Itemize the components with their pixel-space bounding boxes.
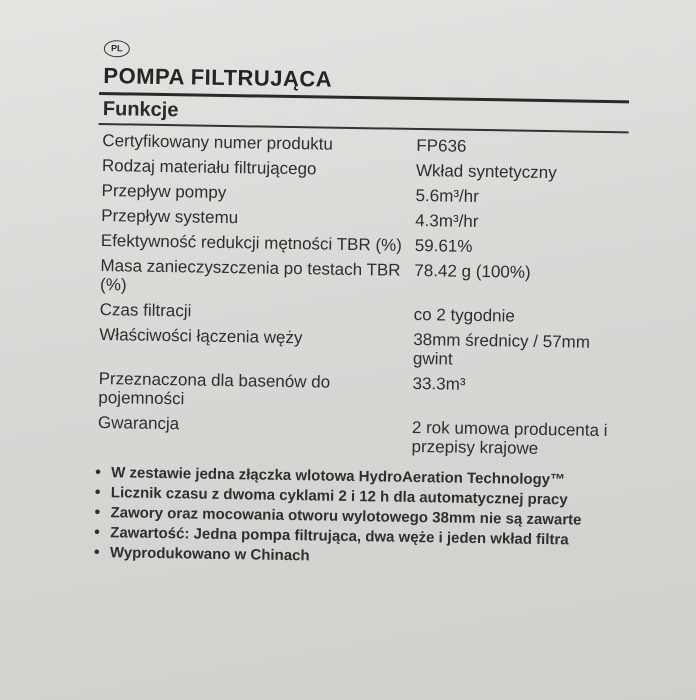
document-title: POMPA FILTRUJĄCA <box>103 63 333 92</box>
spec-label: Przepływ pompy <box>101 181 227 203</box>
spec-value: 78.42 g (100%) <box>414 260 531 282</box>
spec-label: Czas filtracji <box>99 300 192 321</box>
list-item: • Zawory oraz mocowania otworu wylotowego 38mm nie są zawarte <box>92 505 622 529</box>
spec-value: co 2 tygodnie <box>413 304 515 326</box>
spec-label: Właściwości łączenia węży <box>99 325 303 348</box>
spec-value: 38mm średnicy / 57mm gwint <box>412 329 591 369</box>
spec-value: 5.6m³/hr <box>415 185 480 206</box>
spec-row <box>97 413 608 465</box>
spec-label: Efektywność redukcji mętności TBR (%) <box>100 231 402 255</box>
spec-label: Masa zanieczyszczenia po testach TBR (%) <box>99 256 401 295</box>
section-title: Funkcje <box>102 98 179 122</box>
spec-row <box>98 369 609 421</box>
spec-value: 4.3m³/hr <box>415 210 479 231</box>
spec-value: 33.3m³ <box>412 373 466 394</box>
spec-value: FP636 <box>416 135 467 156</box>
language-badge: PL <box>104 40 130 57</box>
list-item: • W zestawie jedna złączka wlotowa HydroAeration Technology™ <box>93 465 623 489</box>
spec-value: 2 rok umowa producenta i przepisy krajowe <box>411 417 608 458</box>
spec-table <box>97 131 612 465</box>
spec-value: Wkład syntetyczny <box>415 160 557 183</box>
spec-row <box>99 325 610 377</box>
document-content <box>92 38 630 573</box>
spec-label: Certyfikowany numer produktu <box>102 131 334 154</box>
list-item: • Wyprodukowano w Chinach <box>92 545 622 569</box>
list-item: • Licznik czasu z dwoma cyklami 2 i 12 h dla automatycznej pracy <box>93 485 623 509</box>
spec-value: 59.61% <box>414 235 473 256</box>
spec-label: Przepływ systemu <box>101 206 239 228</box>
spec-label: Rodzaj materiału filtrującego <box>101 156 317 179</box>
spec-label: Gwarancja <box>97 413 180 434</box>
feature-list <box>92 465 623 569</box>
list-item: • Zawartość: Jedna pompa filtrująca, dwa węże i jeden wkład filtra <box>92 525 622 549</box>
spec-label: Przeznaczona dla basenów do pojemności <box>98 369 331 409</box>
